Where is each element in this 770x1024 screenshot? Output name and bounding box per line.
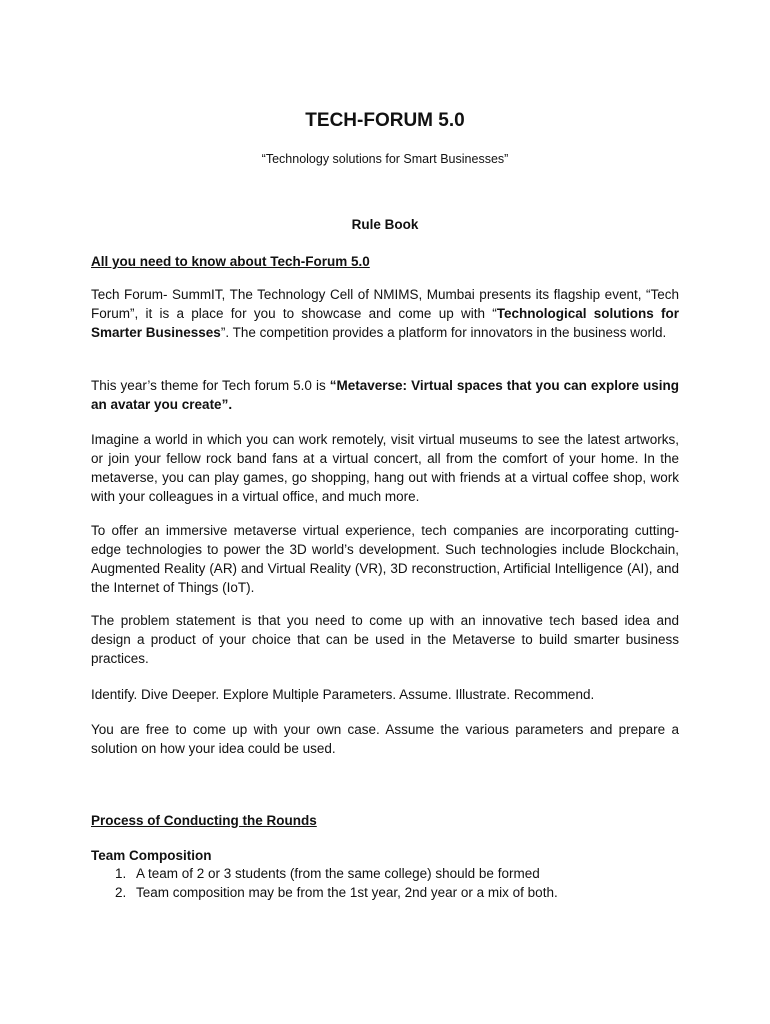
paragraph-theme	[91, 376, 679, 414]
paragraph-intro-text-2: ”. The competition provides a platform for innovators in the business world.	[220, 325, 667, 340]
document-title: TECH-FORUM 5.0	[305, 110, 465, 131]
paragraph-imagine: Imagine a world in which you can work remotely, visit virtual museums to see the latest artworks, or join your fellow rock band fans at a virtual concert, all from the comfort of your home. In the metaverse, you can play games, go shopping, hang out with friends at a virtual coffee shop, work with your colleagues in a virtual office, and much more.	[91, 432, 679, 504]
paragraph-theme-text: This year’s theme for Tech forum 5.0 is	[91, 378, 330, 393]
list-item-text: Team composition may be from the 1st year, 2nd year or a mix of both.	[136, 885, 558, 900]
list-item-text: A team of 2 or 3 students (from the same college) should be formed	[136, 866, 540, 881]
team-composition-heading: Team Composition	[91, 848, 212, 863]
paragraph-intro-bold: Technological solutions for Smarter Businesses	[91, 306, 680, 340]
paragraph-theme-bold: “Metaverse: Virtual spaces that you can explore using an avatar you create”.	[91, 378, 679, 412]
paragraph-free-case: You are free to come up with your own case. Assume the various parameters and prepare a solution on how your idea could be used.	[91, 722, 679, 756]
paragraph-technologies: To offer an immersive metaverse virtual experience, tech companies are incorporating cutting-edge technologies to power the 3D world’s development. Such technologies include Blockchain, Augmented Reality (AR) and Virtual Reality (VR), 3D reconstruction, Artificial Intelligence (AI), and the Internet of Things (IoT).	[91, 523, 679, 595]
list-item-number: 2.	[115, 885, 127, 900]
team-composition-list	[91, 864, 679, 902]
section-heading-process: Process of Conducting the Rounds	[91, 813, 317, 828]
paragraph-problem-statement: The problem statement is that you need to come up with an innovative tech based idea and design a product of your choice that can be used in the Metaverse to build smarter business practices.	[91, 613, 679, 666]
list-item	[91, 883, 679, 902]
document-subtitle: “Technology solutions for Smart Businesses”	[261, 152, 509, 166]
paragraph-steps: Identify. Dive Deeper. Explore Multiple Parameters. Assume. Illustrate. Recommend.	[91, 687, 595, 702]
list-item	[91, 864, 679, 883]
section-heading-about: All you need to know about Tech-Forum 5.0	[91, 254, 370, 269]
list-item-number: 1.	[115, 866, 127, 881]
paragraph-intro	[91, 285, 679, 342]
paragraph-intro-text-1: Tech Forum- SummIT, The Technology Cell of NMIMS, Mumbai presents its flagship event, “Tech Forum”, it is a place for you to showcase and come up with “	[91, 287, 679, 321]
rulebook-label: Rule Book	[351, 217, 419, 232]
